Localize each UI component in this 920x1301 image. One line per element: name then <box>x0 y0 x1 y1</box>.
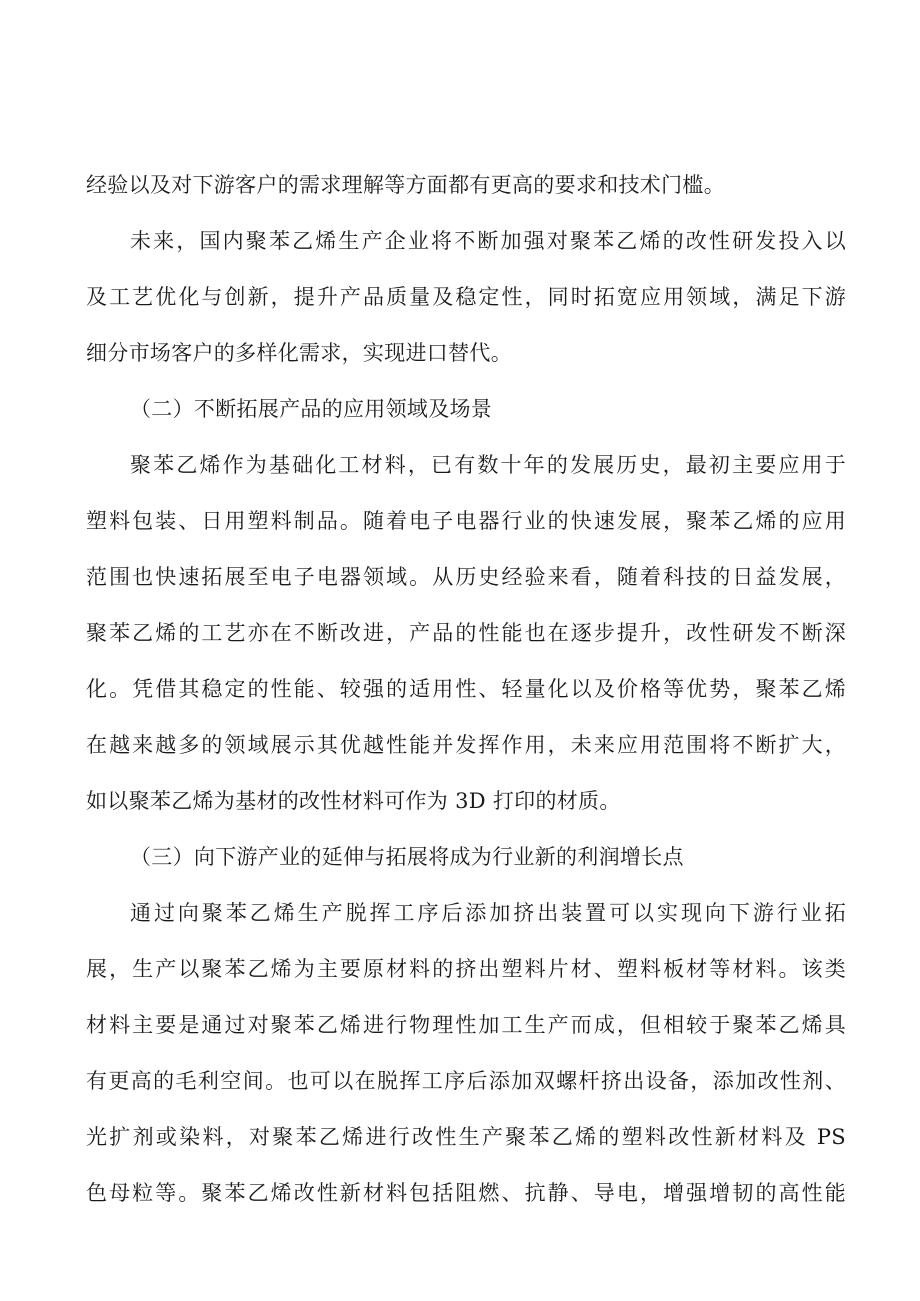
section-heading: （三）向下游产业的延伸与拓展将成为行业新的利润增长点 <box>130 845 684 869</box>
paragraph-line: 经验以及对下游客户的需求理解等方面都有更高的要求和技术门槛。 <box>86 173 725 197</box>
paragraph-line: 范围也快速拓展至电子电器领域。从历史经验来看，随着科技的日益发展， <box>86 565 846 589</box>
section-heading: （二）不断拓展产品的应用领域及场景 <box>130 397 493 421</box>
paragraph-line: 如以聚苯乙烯为基材的改性材料可作为 3D 打印的材质。 <box>86 789 621 813</box>
paragraph-line: 有更高的毛利空间。也可以在脱挥工序后添加双螺杆挤出设备，添加改性剂、 <box>86 1069 846 1093</box>
paragraph-line: 聚苯乙烯作为基础化工材料，已有数十年的发展历史，最初主要应用于 <box>130 453 846 477</box>
paragraph-line: 未来，国内聚苯乙烯生产企业将不断加强对聚苯乙烯的改性研发投入以 <box>130 229 846 253</box>
paragraph-line: 在越来越多的领域展示其优越性能并发挥作用，未来应用范围将不断扩大， <box>86 733 846 757</box>
paragraph-line: 材料主要是通过对聚苯乙烯进行物理性加工生产而成，但相较于聚苯乙烯具 <box>86 1013 846 1037</box>
paragraph-line: 色母粒等。聚苯乙烯改性新材料包括阻燃、抗静、导电，增强增韧的高性能 <box>86 1181 846 1205</box>
paragraph-line: 聚苯乙烯的工艺亦在不断改进，产品的性能也在逐步提升，改性研发不断深 <box>86 621 846 645</box>
paragraph-line: 化。凭借其稳定的性能、较强的适用性、轻量化以及价格等优势，聚苯乙烯 <box>86 677 846 701</box>
paragraph-line: 及工艺优化与创新，提升产品质量及稳定性，同时拓宽应用领域，满足下游 <box>86 285 846 309</box>
paragraph-line: 塑料包装、日用塑料制品。随着电子电器行业的快速发展，聚苯乙烯的应用 <box>86 509 846 533</box>
paragraph-line: 通过向聚苯乙烯生产脱挥工序后添加挤出装置可以实现向下游行业拓 <box>130 901 846 925</box>
paragraph-line: 光扩剂或染料，对聚苯乙烯进行改性生产聚苯乙烯的塑料改性新材料及 PS <box>86 1125 846 1149</box>
paragraph-line: 展，生产以聚苯乙烯为主要原材料的挤出塑料片材、塑料板材等材料。该类 <box>86 957 846 981</box>
paragraph-line: 细分市场客户的多样化需求，实现进口替代。 <box>86 341 512 365</box>
